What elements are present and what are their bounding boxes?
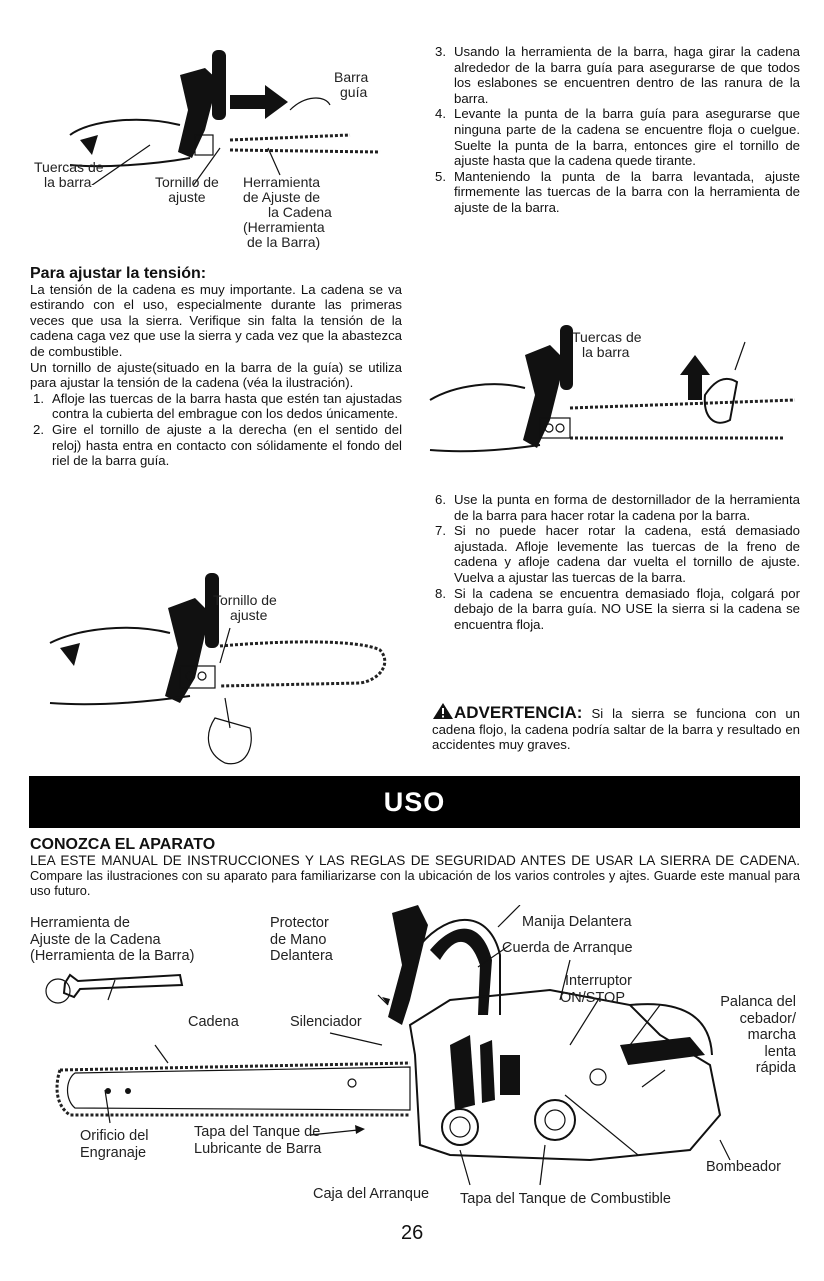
warning-block xyxy=(432,702,800,753)
label-silenciador: Silenciador xyxy=(290,1014,362,1030)
label-herramienta-ajuste-cadena: Herramienta de Ajuste de la Cadena (Herramienta de la Barra) xyxy=(30,915,195,964)
warning-title: ADVERTENCIA: xyxy=(454,703,583,722)
right-steps-a xyxy=(432,44,800,216)
label-tornillo-de-ajuste: Tornillo de ajuste xyxy=(155,174,219,205)
step-4: 4. Levante la punta de la barra guía para asegurarse que ninguna parte de la cadena se encuentre floja o cuelgue. Suelte la punta de la barra, entonces gire el tornillo de ajuste hasta que la cadena quede tirante. xyxy=(435,106,800,169)
warning-triangle-icon xyxy=(432,702,454,720)
warning-text: Si la sierra se funciona con un cadena flojo, la cadena podría saltar de la barra y resultado en accidentes muy graves. xyxy=(432,706,800,753)
label-tapa-combustible: Tapa del Tanque de Combustible xyxy=(460,1191,671,1207)
label-barra-guia: Barra guía xyxy=(334,69,369,100)
label-bombeador: Bombeador xyxy=(706,1159,781,1175)
label-palanca-cebador: Palanca del cebador/ marcha lenta rápida xyxy=(720,994,796,1076)
label-tuercas-de-la-barra: Tuercas de la barra xyxy=(34,159,104,190)
label-tapa-lubricante: Tapa del Tanque de Lubricante de Barra xyxy=(194,1124,322,1157)
tension-section xyxy=(30,266,402,469)
label-orificio-engranaje: Orificio del Engranaje xyxy=(80,1128,149,1161)
tension-paragraph-1: La tensión de la cadena es muy importante. La cadena se va estirando con el uso, especialmente durante las primeras veces que usa la sierra. Verifique sin falta la tensión de la cadena caga vez que use la sierra y cada vez que la abastezca de combustible. xyxy=(30,281,402,359)
section-banner-uso: USO xyxy=(29,776,800,828)
conozca-text: Compare las ilustraciones con su aparato para familiarizarse con la ubicación de los varios controles y ajtes. Guarde este manual para uso futuro. xyxy=(30,867,800,898)
tension-paragraph-2: Un tornillo de ajuste(situado en la barra de la guía) se utiliza para ajustar la tensión de la cadena (véa la ilustración). xyxy=(30,359,402,391)
label-caja-del-arranque: Caja del Arranque xyxy=(313,1186,430,1202)
conozca-heading: CONOZCA EL APARATO xyxy=(30,836,216,853)
right-steps-b xyxy=(432,492,800,632)
label-tornillo-de-ajuste-2: Tornillo de ajuste xyxy=(213,592,277,623)
label-cadena: Cadena xyxy=(188,1014,239,1030)
step-2: 2. Gire el tornillo de ajuste a la derecha (en el sentido del reloj) hasta entra en contacto con sólidamente el fondo del riel de la barra guía. xyxy=(33,421,402,469)
step-7: 7. Si no puede hacer rotar la cadena, está demasiado ajustada. Afloje levemente las tuercas de la freno de cadena y afloje cadena dar vuelta el tornillo de ajuste. Vuelva a ajustar las tuercas de la barra. xyxy=(435,523,800,585)
label-interruptor: Interruptor ON/STOP xyxy=(560,973,632,1006)
label-protector-de-mano: Protector de Mano Delantera xyxy=(270,915,333,964)
step-8: 8. Si la cadena se encuentra demasiado floja, colgará por debajo de la barra guía. NO USE la sierra si la cadena se encuentra floja. xyxy=(435,585,800,632)
page-number: 26 xyxy=(401,1222,424,1244)
label-herramienta-ajuste: Herramienta de Ajuste de la Cadena (Herramienta de la Barra) xyxy=(243,174,332,250)
conozca-warning-caps: LEA ESTE MANUAL DE INSTRUCCIONES Y LAS REGLAS DE SEGURIDAD ANTES DE USAR LA SIERRA DE CADENA. xyxy=(30,852,800,868)
step-3: 3. Usando la herramienta de la barra, haga girar la cadena alrededor de la barra guía para asegurarse de que todos los eslabones se encuentren dentro de las ranura de la barra. xyxy=(435,44,800,106)
conozca-section xyxy=(30,837,800,898)
step-6: 6. Use la punta en forma de destornillador de la herramienta de la barra para hacer rotar la cadena por la barra. xyxy=(435,492,800,523)
tension-heading: Para ajustar la tensión: xyxy=(30,265,207,282)
label-cuerda-de-arranque: Cuerda de Arranque xyxy=(502,940,633,956)
step-5: 5. Manteniendo la punta de la barra levantada, ajuste firmemente las tuercas de la barra con la herramienta de ajuste de la barra. xyxy=(435,168,800,215)
label-manija-delantera: Manija Delantera xyxy=(522,914,632,930)
step-1: 1. Afloje las tuercas de la barra hasta que estén tan ajustadas contra la cubierta del embrague con los dedos únicamente. xyxy=(33,390,402,422)
label-tuercas-de-la-barra-2: Tuercas de la barra xyxy=(572,329,642,360)
